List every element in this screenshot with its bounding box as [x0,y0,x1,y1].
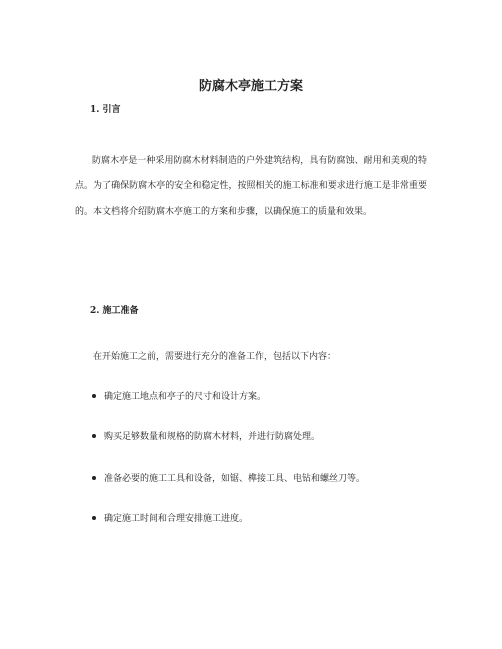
list-item [92,473,365,485]
list-item [92,513,248,525]
bullet-icon [92,476,96,480]
preparation-intro: 在开始施工之前，需要进行充分的准备工作，包括以下内容： [93,352,337,362]
document-title: 防腐木亭施工方案 [198,79,303,94]
list-item-text: 确定施工地点和亭子的尺寸和设计方案。 [104,392,267,402]
list-item [92,431,320,443]
bullet-icon [92,434,96,438]
list-item-text: 准备必要的施工工具和设备，如锯、榫接工具、电钻和螺丝刀等。 [104,474,366,484]
section-heading-introduction: 1. 引言 [90,105,121,115]
list-item-text: 购买足够数量和规格的防腐木材料，并进行防腐处理。 [104,432,321,442]
section-heading-preparation: 2. 施工准备 [90,306,139,316]
list-item-text: 确定施工时间和合理安排施工进度。 [104,514,249,524]
bullet-icon [92,516,96,520]
introduction-paragraph: 防腐木亭是一种采用防腐木材料制造的户外建筑结构，具有防腐蚀、耐用和美观的特点。为了确保防腐木亭的安全和稳定性，按照相关的施工标准和要求进行施工是非常重要的。本文档将介绍防腐木亭施工的方案和步骤，以确保施工的质量和效果。 [75,156,427,217]
list-item [92,391,266,403]
bullet-icon [92,394,96,398]
